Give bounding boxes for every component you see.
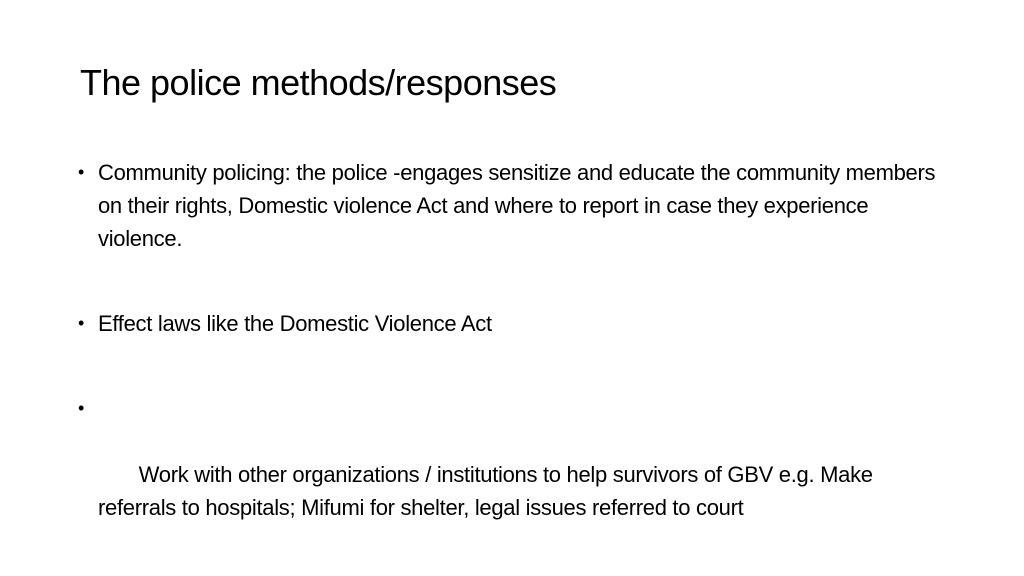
bullet-dot-icon: • xyxy=(78,162,85,182)
bullet-dot-icon: • xyxy=(78,313,85,333)
bullet-item xyxy=(76,392,956,557)
bullet-dot-icon: • xyxy=(78,398,85,418)
slide-title: The police methods/responses xyxy=(80,62,557,103)
bullet-list xyxy=(76,156,956,557)
bullet-item xyxy=(76,156,956,255)
bullet-item xyxy=(76,307,956,340)
bullet-text: Effect laws like the Domestic Violence Act xyxy=(98,311,492,336)
bullet-text: Work with other organizations / institutions to help survivors of GBV e.g. Make referrals to hospitals; Mifumi for shelter, legal issues referred to court xyxy=(98,462,879,520)
bullet-text: Community policing: the police -engages sensitize and educate the community members on their rights, Domestic violence Act and where to report in case they experience violence. xyxy=(98,160,936,251)
